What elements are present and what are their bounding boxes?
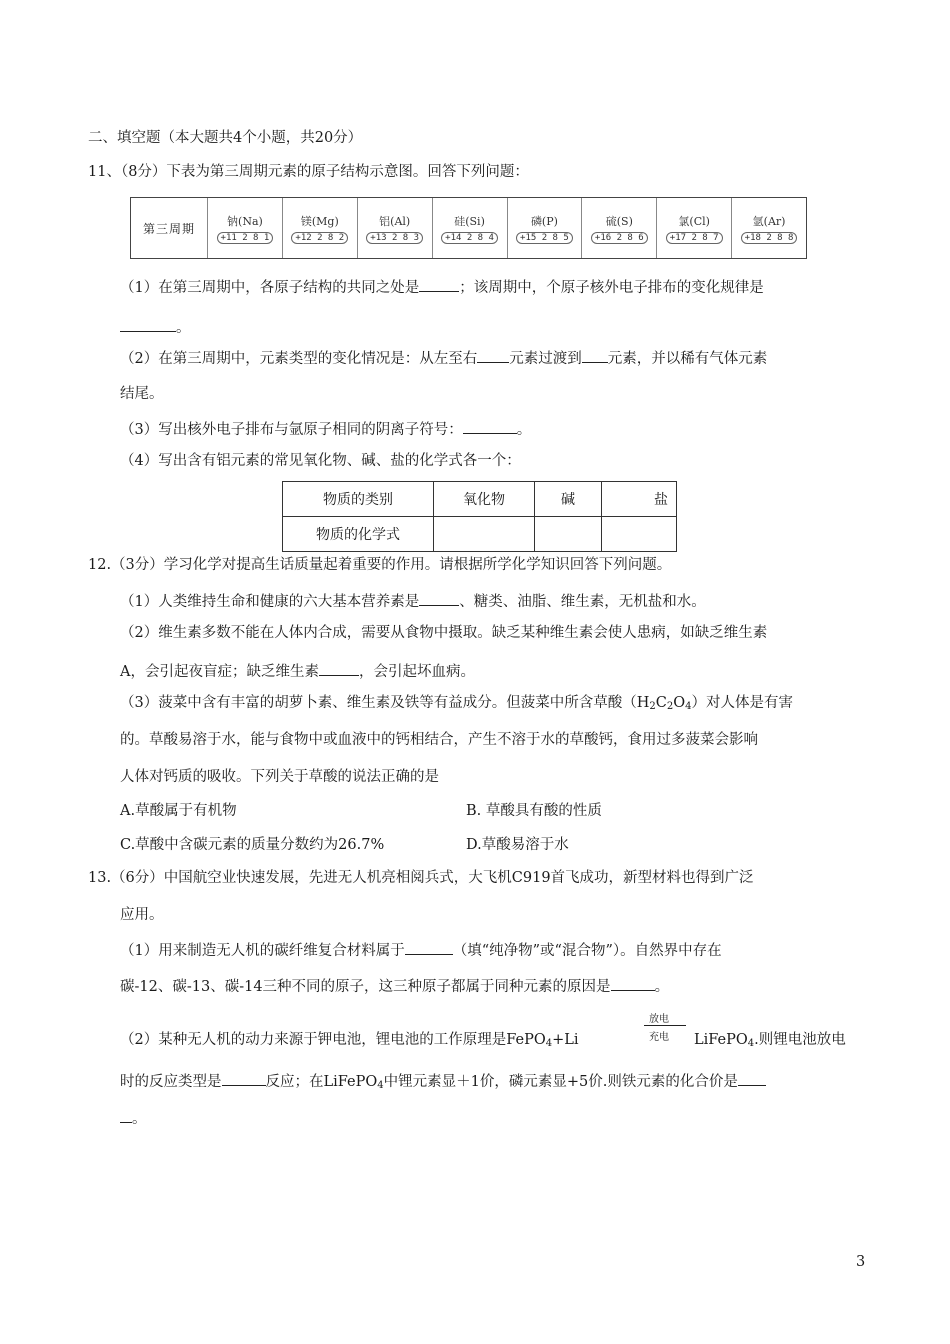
q13-part2-product: LiFePO$_4$.则锂电池放电 (694, 1032, 846, 1049)
answer-cell[interactable] (434, 517, 535, 552)
q13-part2-cont: 时的反应类型是 反应；在LiFePO$_4$中锂元素显＋1价，磷元素显+5价.则铁元素的化合价是 (120, 1070, 766, 1096)
q13-part2-cont2: 。 (120, 1107, 147, 1129)
option-c[interactable]: C.草酸中含碳元素的质量分数约为26.7% (120, 837, 385, 853)
period-label: 第三周期 (131, 198, 208, 258)
atom-structure-diagram: +17 2 8 7 (666, 232, 723, 244)
table-cell: 氧化物 (434, 482, 535, 517)
q12-part2-cont: A，会引起夜盲症；缺乏维生素 ，会引起坏血病。 (120, 660, 475, 682)
answer-blank[interactable] (319, 660, 359, 676)
element-cell (508, 198, 583, 258)
arrow-line (644, 1025, 686, 1026)
q12-part3-cont: 的。草酸易溶于水，能与食物中或血液中的钙相结合，产生不溶于水的草酸钙，食用过多菠菜会影响 (120, 732, 758, 748)
element-cell (358, 198, 433, 258)
charge-label: 充电 (649, 1032, 669, 1043)
answer-blank[interactable] (222, 1070, 266, 1086)
answer-blank[interactable] (120, 1107, 132, 1123)
element-cell (433, 198, 508, 258)
answer-blank[interactable] (582, 347, 608, 363)
q12-stem: 12.（3分）学习化学对提高生话质量起着重要的作用。请根据所学化学知识回答下列问题。 (88, 557, 672, 573)
element-cell (732, 198, 806, 258)
q12-part2: （2）维生素多数不能在人体内合成，需要从食物中摄取。缺乏某种维生素会使人患病，如缺乏维生素 (120, 625, 768, 641)
option-d[interactable]: D.草酸易溶于水 (466, 837, 569, 853)
answer-blank[interactable] (611, 975, 655, 991)
q11-part3: （3）写出核外电子排布与氩原子相同的阴离子符号： 。 (120, 418, 531, 440)
table-cell: 物质的类别 (283, 482, 434, 517)
q12-part3-cont2: 人体对钙质的吸收。下列关于草酸的说法正确的是 (120, 769, 439, 785)
q13-stem: 13.（6分）中国航空业快速发展，先进无人机亮相阅兵式，大飞机C919首飞成功，新型材料也得到广泛 (88, 870, 754, 886)
option-b[interactable]: B. 草酸具有酸的性质 (466, 803, 602, 819)
q11-part4: （4）写出含有铝元素的常见氧化物、碱、盐的化学式各一个： (120, 453, 521, 469)
q13-part1-cont: 碳-12、碳-13、碳-14三种不同的原子，这三种原子都属于同种元素的原因是 。 (120, 975, 669, 997)
table-cell: 物质的化学式 (283, 517, 434, 552)
aluminium-compound-table (282, 481, 677, 552)
q11-part2-cont: 结尾。 (120, 386, 164, 402)
answer-blank[interactable] (463, 418, 517, 434)
element-cell (657, 198, 732, 258)
element-name: 氩(Ar) (752, 214, 786, 228)
q12-part3: （3）菠菜中含有丰富的胡萝卜素、维生素及铁等有益成分。但菠菜中所含草酸$(H_2C_2O_4)$对人体是有害 (120, 695, 793, 712)
answer-blank[interactable] (405, 939, 453, 955)
atom-structure-diagram: +15 2 8 5 (516, 232, 573, 244)
element-cell (208, 198, 283, 258)
q11-part2: （2）在第三周期中，元素类型的变化情况是：从左至右 元素过渡到 元素，并以稀有气体元素 (120, 347, 767, 369)
element-name: 铝(Al) (379, 214, 411, 228)
answer-cell[interactable] (602, 517, 677, 552)
answer-blank[interactable] (120, 316, 176, 332)
table-row (283, 482, 677, 517)
page-number: 3 (856, 1254, 866, 1270)
atom-structure-diagram: +14 2 8 4 (441, 232, 498, 244)
element-cell (582, 198, 657, 258)
element-name: 钠(Na) (227, 214, 263, 228)
element-name: 镁(Mg) (300, 214, 339, 228)
section-title: 二、填空题（本大题共4个小题，共20分） (88, 130, 363, 146)
q11-part1-cont: 。 (120, 316, 191, 338)
atom-structure-diagram: +12 2 8 2 (291, 232, 348, 244)
discharge-label: 放电 (649, 1014, 669, 1025)
period-three-strip (130, 197, 807, 259)
table-row (283, 517, 677, 552)
reversible-reaction-arrow (644, 1010, 686, 1042)
answer-blank[interactable] (419, 590, 459, 606)
answer-cell[interactable] (535, 517, 602, 552)
element-name: 氯(Cl) (678, 214, 710, 228)
element-name: 磷(P) (530, 214, 558, 228)
atom-structure-diagram: +18 2 8 8 (741, 232, 798, 244)
table-cell: 碱 (535, 482, 602, 517)
q11-part1: （1）在第三周期中，各原子结构的共同之处是 ；该周期中，个原子核外电子排布的变化规律是 (120, 276, 764, 298)
element-name: 硅(Si) (454, 214, 485, 228)
table-cell: 盐 (602, 482, 677, 517)
element-cell (283, 198, 358, 258)
q13-part1: （1）用来制造无人机的碳纤维复合材料属于 （填“纯净物”或“混合物”）。自然界中存在 (120, 939, 722, 961)
answer-blank[interactable] (419, 276, 459, 292)
q13-part2: （2）某种无人机的动力来源于钾电池，锂电池的工作原理是FePO$_4$+Li (120, 1032, 579, 1049)
q11-stem: 11、（8分）下表为第三周期元素的原子结构示意图。回答下列问题： (88, 164, 529, 180)
element-name: 硫(S) (605, 214, 633, 228)
atom-structure-diagram: +16 2 8 6 (591, 232, 648, 244)
answer-blank[interactable] (738, 1070, 766, 1086)
option-a[interactable]: A.草酸属于有机物 (120, 803, 237, 819)
answer-blank[interactable] (477, 347, 509, 363)
atom-structure-diagram: +11 2 8 1 (217, 232, 274, 244)
atom-structure-diagram: +13 2 8 3 (366, 232, 423, 244)
q13-stem-cont: 应用。 (120, 907, 164, 923)
q12-part1: （1）人类维持生命和健康的六大基本营养素是 、糖类、油脂、维生素，无机盐和水。 (120, 590, 706, 612)
